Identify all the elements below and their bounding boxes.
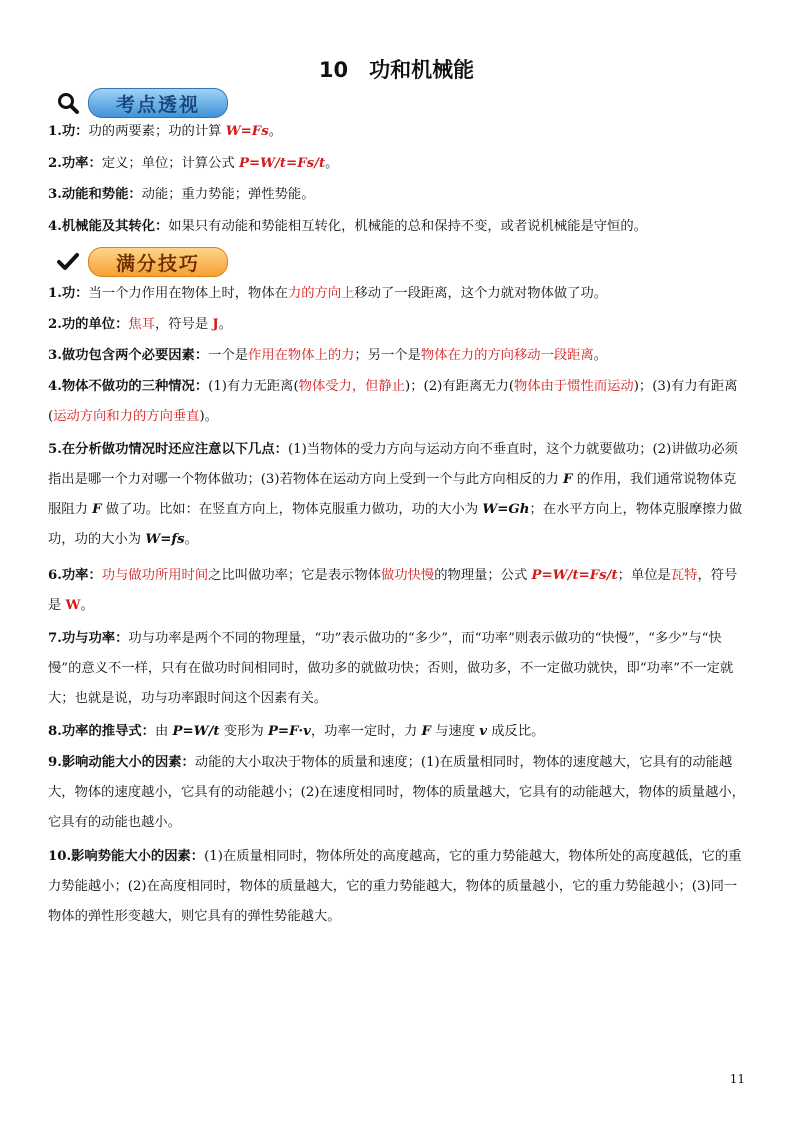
skill-item-9: 9.影响动能大小的因素：动能的大小取决于物体的质量和速度；(1)在质量相同时，物体的速度越大，它具有的动能越大，物体的速度越小，它具有的动能越小；(2)在速度相同时，物体的质量越大，它具有的动能越大，物体的质量越小，它具有的动能也越小。 (48, 755, 745, 830)
kaodian-item-3: 3.动能和势能：动能；重力势能；弹性势能。 (48, 187, 315, 202)
skill-item-4: 4.物体不做功的三种情况：(1)有力无距离(物体受力，但静止)；(2)有距离无力(物体由于惯性而运动)；(3)有力有距离(运动方向和力的方向垂直)。 (48, 379, 738, 424)
skill-item-1: 1.功：当一个力作用在物体上时，物体在力的方向上移动了一段距离，这个力就对物体做了功。 (48, 286, 608, 301)
banner-kaodian (54, 88, 228, 118)
skill-item-5: 5.在分析做功情况时还应注意以下几点：(1)当物体的受力方向与运动方向不垂直时，这个力就要做功；(2)讲做功必须指出是哪一个力对哪一个物体做功；(3)若物体在运动方向上受到一个与此方向相反的力 F 的作用，我们通常说物体克服阻力 F 做了功。比如：在竖直方向上，物体克服重力做功，功的大小为 W=Gh；在水平方向上，物体克服摩擦力做功，功的大小为 W=fs。 (48, 442, 743, 547)
skill-item-2: 2.功的单位：焦耳，符号是 J。 (48, 317, 232, 332)
banner-label: 满分技巧 (88, 247, 228, 277)
kaodian-item-2: 2.功率：定义；单位；计算公式 P=W/t=Fs/t。 (48, 156, 339, 171)
page-number: 11 (729, 1072, 745, 1086)
check-icon (54, 248, 82, 276)
search-icon (54, 89, 82, 117)
skill-item-8: 8.功率的推导式：由 P=W/t 变形为 P=F·v，功率一定时，力 F 与速度 v 成反比。 (48, 724, 545, 739)
skill-item-7: 7.功与功率：功与功率是两个不同的物理量，“功”表示做功的“多少”，而“功率”则表示做功的“快慢”，“多少”与“快慢”的意义不一样，只有在做功时间相同时，做功多的就做功快；否则，做功多，不一定做功就快，即“功率”不一定就大；也就是说，功与功率跟时间这个因素有关。 (48, 631, 734, 706)
banner-manfen (54, 247, 228, 277)
skill-item-6: 6.功率：功与做功所用时间之比叫做功率；它是表示物体做功快慢的物理量；公式 P=W/t=Fs/t；单位是瓦特，符号是 W。 (48, 568, 738, 613)
kaodian-item-1: 1.功：功的两要素；功的计算 W=Fs。 (48, 124, 282, 139)
page-title: 10 功和机械能 (318, 58, 475, 82)
skill-item-10: 10.影响势能大小的因素：(1)在质量相同时，物体所处的高度越高，它的重力势能越大，物体所处的高度越低，它的重力势能越小；(2)在高度相同时，物体的质量越大，它的重力势能越大，物体的质量越小，它的重力势能越小；(3)同一物体的弹性形变越大，则它具有的弹性势能越大。 (48, 849, 742, 924)
kaodian-item-4: 4.机械能及其转化：如果只有动能和势能相互转化，机械能的总和保持不变，或者说机械能是守恒的。 (48, 219, 647, 234)
banner-label: 考点透视 (88, 88, 228, 118)
skill-item-3: 3.做功包含两个必要因素：一个是作用在物体上的力；另一个是物体在力的方向移动一段距离。 (48, 348, 608, 363)
